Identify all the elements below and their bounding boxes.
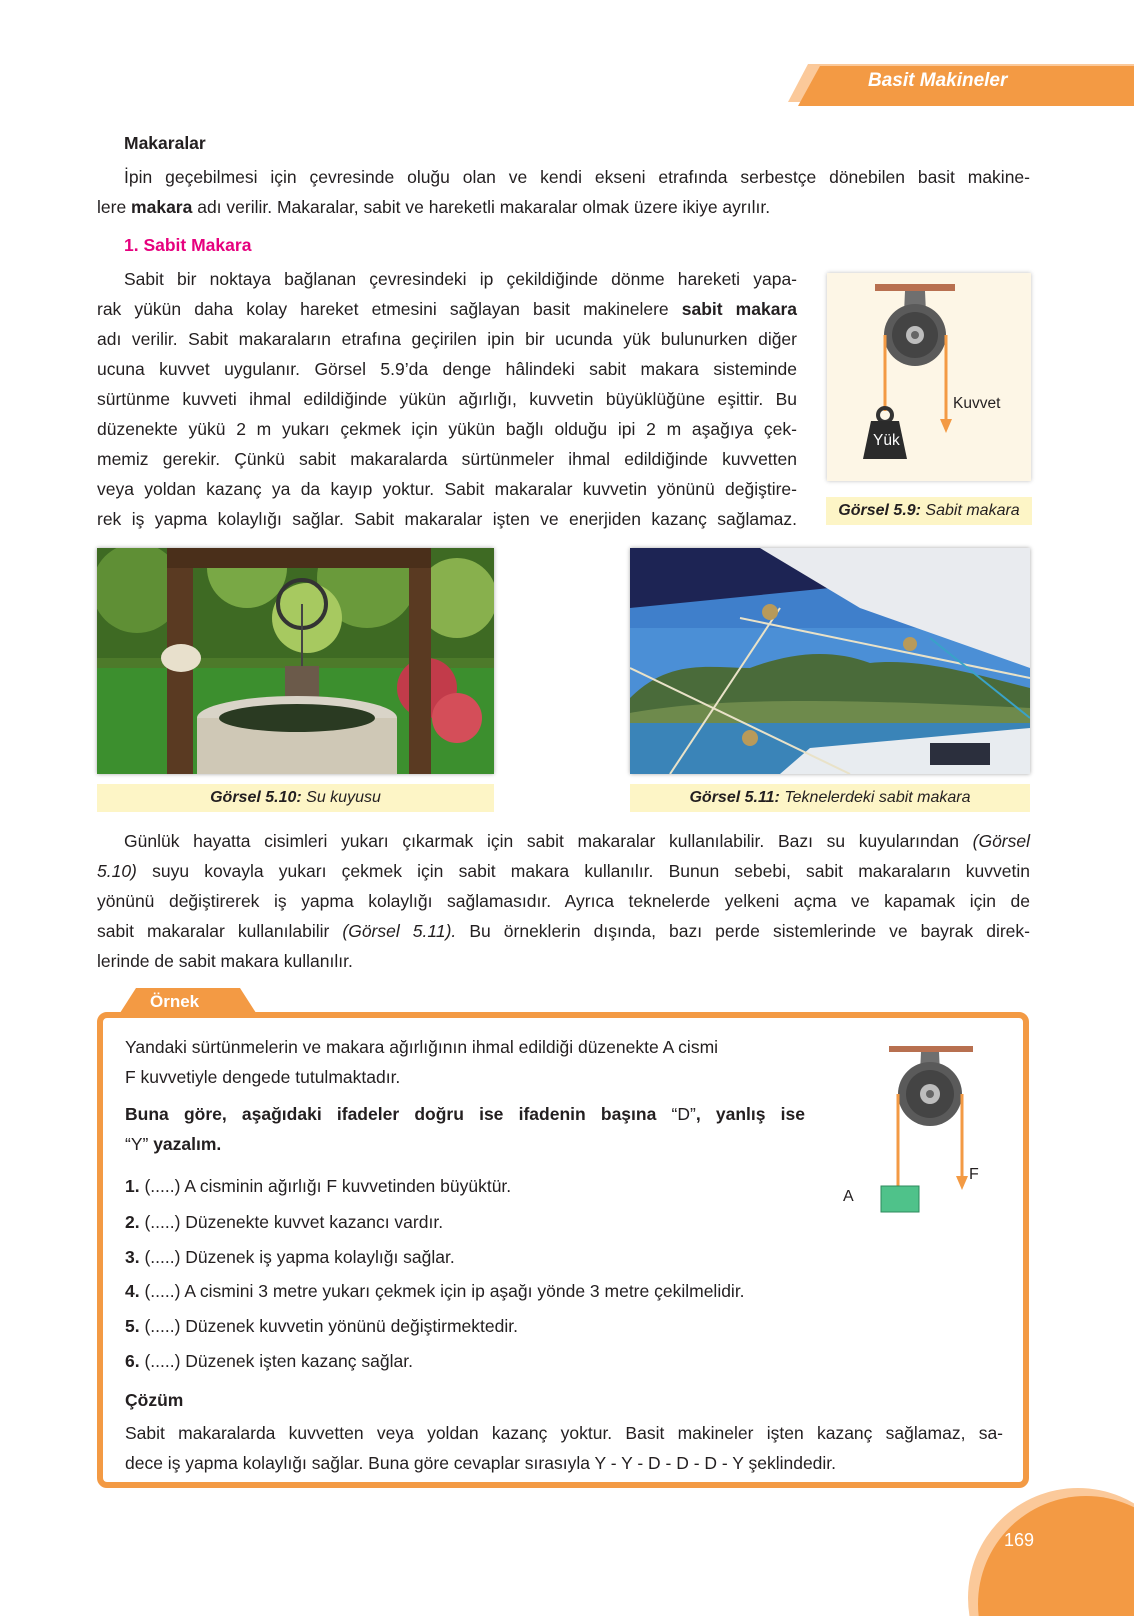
chapter-title: Basit Makineler <box>868 70 1008 91</box>
daily-line-5: lerinde de sabit makara kullanılır. <box>97 951 353 971</box>
solution-line-1: Sabit makaralarda kuvvetten veya yoldan kazanç yoktur. Basit makineler işten kazanç sağlamaz, sa- <box>125 1423 1003 1443</box>
solution-heading: Çözüm <box>125 1390 184 1410</box>
page-number: 169 <box>1004 1530 1035 1550</box>
daily-line-4: sabit makaralar kullanılabilir (Görsel 5.11). Bu örneklerin dışında, bazı perde sistemlerinde ve bayrak direk- <box>97 921 1030 941</box>
sailboat-photo <box>630 548 1030 774</box>
force-f-label: F <box>969 1166 979 1183</box>
sabit-line-1: Sabit bir noktaya bağlanan çevresindeki ip çekildiğinde dönme hareketi yapa- <box>124 269 797 289</box>
instruction-line-2: “Y” yazalım. <box>125 1134 222 1154</box>
force-arrow <box>940 419 952 433</box>
statement-2: 2. (.....) Düzenekte kuvvet kazancı vardır. <box>125 1212 444 1232</box>
figure-5-10-caption: Görsel 5.10: Su kuyusu <box>97 784 494 812</box>
well-image <box>97 548 494 774</box>
question-line-1: Yandaki sürtünmelerin ve makara ağırlığının ihmal edildiği düzenekte A cismi <box>125 1037 719 1057</box>
daily-line-3: yönünü değiştirerek iş yapma kolaylığı sağlamasıdır. Ayrıca teknelerde yelkeni açma ve kapamak için de <box>97 891 1030 911</box>
subsection-heading: 1. Sabit Makara <box>124 235 252 255</box>
intro-line-1: İpin geçebilmesi için çevresinde oluğu olan ve kendi ekseni etrafında serbestçe dönebilen basit makine- <box>124 167 1030 187</box>
daily-paragraph <box>97 826 1030 976</box>
statement-4: 4. (.....) A cismini 3 metre yukarı çekmek için ip aşağı yönde 3 metre çekilmelidir. <box>125 1281 745 1301</box>
sabit-makara-term: sabit makara <box>681 299 797 319</box>
pulley-illustration <box>827 273 1031 481</box>
section-heading: Makaralar <box>124 133 206 153</box>
sabit-line-4: ucuna kuvvet uygulanır. Görsel 5.9’da denge hâlindeki sabit makara sisteminde <box>97 359 797 379</box>
figure-5-9-caption: Görsel 5.9: Sabit makara <box>826 497 1032 525</box>
sabit-line-9: rek iş yapma kolaylığı sağlar. Sabit makaralar işten ve enerjiden kazanç sağlamaz. <box>97 509 797 529</box>
daily-line-2: 5.10) suyu kovayla yukarı çekmek için sabit makara kullanılır. Bunun sebebi, sabit makaraların kuvvetin <box>97 861 1030 881</box>
example-box <box>97 1012 1029 1488</box>
makara-term: makara <box>131 197 193 217</box>
example-pulley-diagram <box>853 1028 993 1228</box>
statement-1: 1. (.....) A cisminin ağırlığı F kuvvetinden büyüktür. <box>125 1176 512 1196</box>
statement-6: 6. (.....) Düzenek işten kazanç sağlar. <box>125 1351 413 1371</box>
sailboat-image <box>630 548 1030 774</box>
sabit-line-6: düzenekte yükü 2 m yukarı çekmek için yükün bağlı olduğu ipi 2 m aşağıya çek- <box>97 419 797 439</box>
yuk-label: Yük <box>873 432 900 449</box>
statement-5: 5. (.....) Düzenek kuvvetin yönünü değiştirmektedir. <box>125 1316 518 1336</box>
well-photo <box>97 548 494 774</box>
sabit-line-2: rak yükün daha kolay hareket etmesini sağlayan basit makinelere sabit makara <box>97 299 797 319</box>
question-line-2: F kuvvetiyle dengede tutulmaktadır. <box>125 1067 401 1087</box>
sabit-line-3: adı verilir. Sabit makaraların etrafına geçirilen ipin bir ucunda yük bulunurken diğer <box>97 329 797 349</box>
daily-line-1: Günlük hayatta cisimleri yukarı çıkarmak için sabit makaralar kullanılabilir. Bazı su kuyularından (Görsel <box>124 831 1030 851</box>
sabit-line-7: memiz gerekir. Çünkü sabit makaralarda sürtünmeler ihmal edildiğinde kuvvetten <box>97 449 797 469</box>
kuvvet-label: Kuvvet <box>953 395 1001 412</box>
pulley-diagram <box>827 273 1031 481</box>
block-a <box>881 1186 919 1212</box>
example-force-arrow <box>956 1176 968 1190</box>
page-corner <box>940 1478 1134 1616</box>
block-a-label: A <box>843 1188 854 1205</box>
figure-5-11-caption: Görsel 5.11: Teknelerdeki sabit makara <box>630 784 1030 812</box>
example-tab-label: Örnek <box>150 992 200 1011</box>
statement-3: 3. (.....) Düzenek iş yapma kolaylığı sağlar. <box>125 1247 455 1267</box>
sabit-paragraph <box>97 264 797 534</box>
solution-line-2: dece iş yapma kolaylığı sağlar. Buna göre cevaplar sırasıyla Y - Y - D - D - D - Y şeklindedir. <box>125 1453 837 1473</box>
sabit-line-8: veya yoldan kazanç ya da kayıp yoktur. Sabit makaralar kuvvetin yönünü değiştire- <box>97 479 797 499</box>
ceiling-bar <box>875 284 955 291</box>
instruction-line-1: Buna göre, aşağıdaki ifadeler doğru ise ifadenin başına “D”, yanlış ise <box>125 1104 805 1124</box>
intro-line-2: lere makara adı verilir. Makaralar, sabit ve hareketli makaralar olmak üzere ikiye ayrılır. <box>97 197 771 217</box>
sabit-line-5: sürtünme kuvveti ihmal edildiğinde yükün ağırlığı, kuvvetin büyüklüğüne eşittir. Bu <box>97 389 797 409</box>
